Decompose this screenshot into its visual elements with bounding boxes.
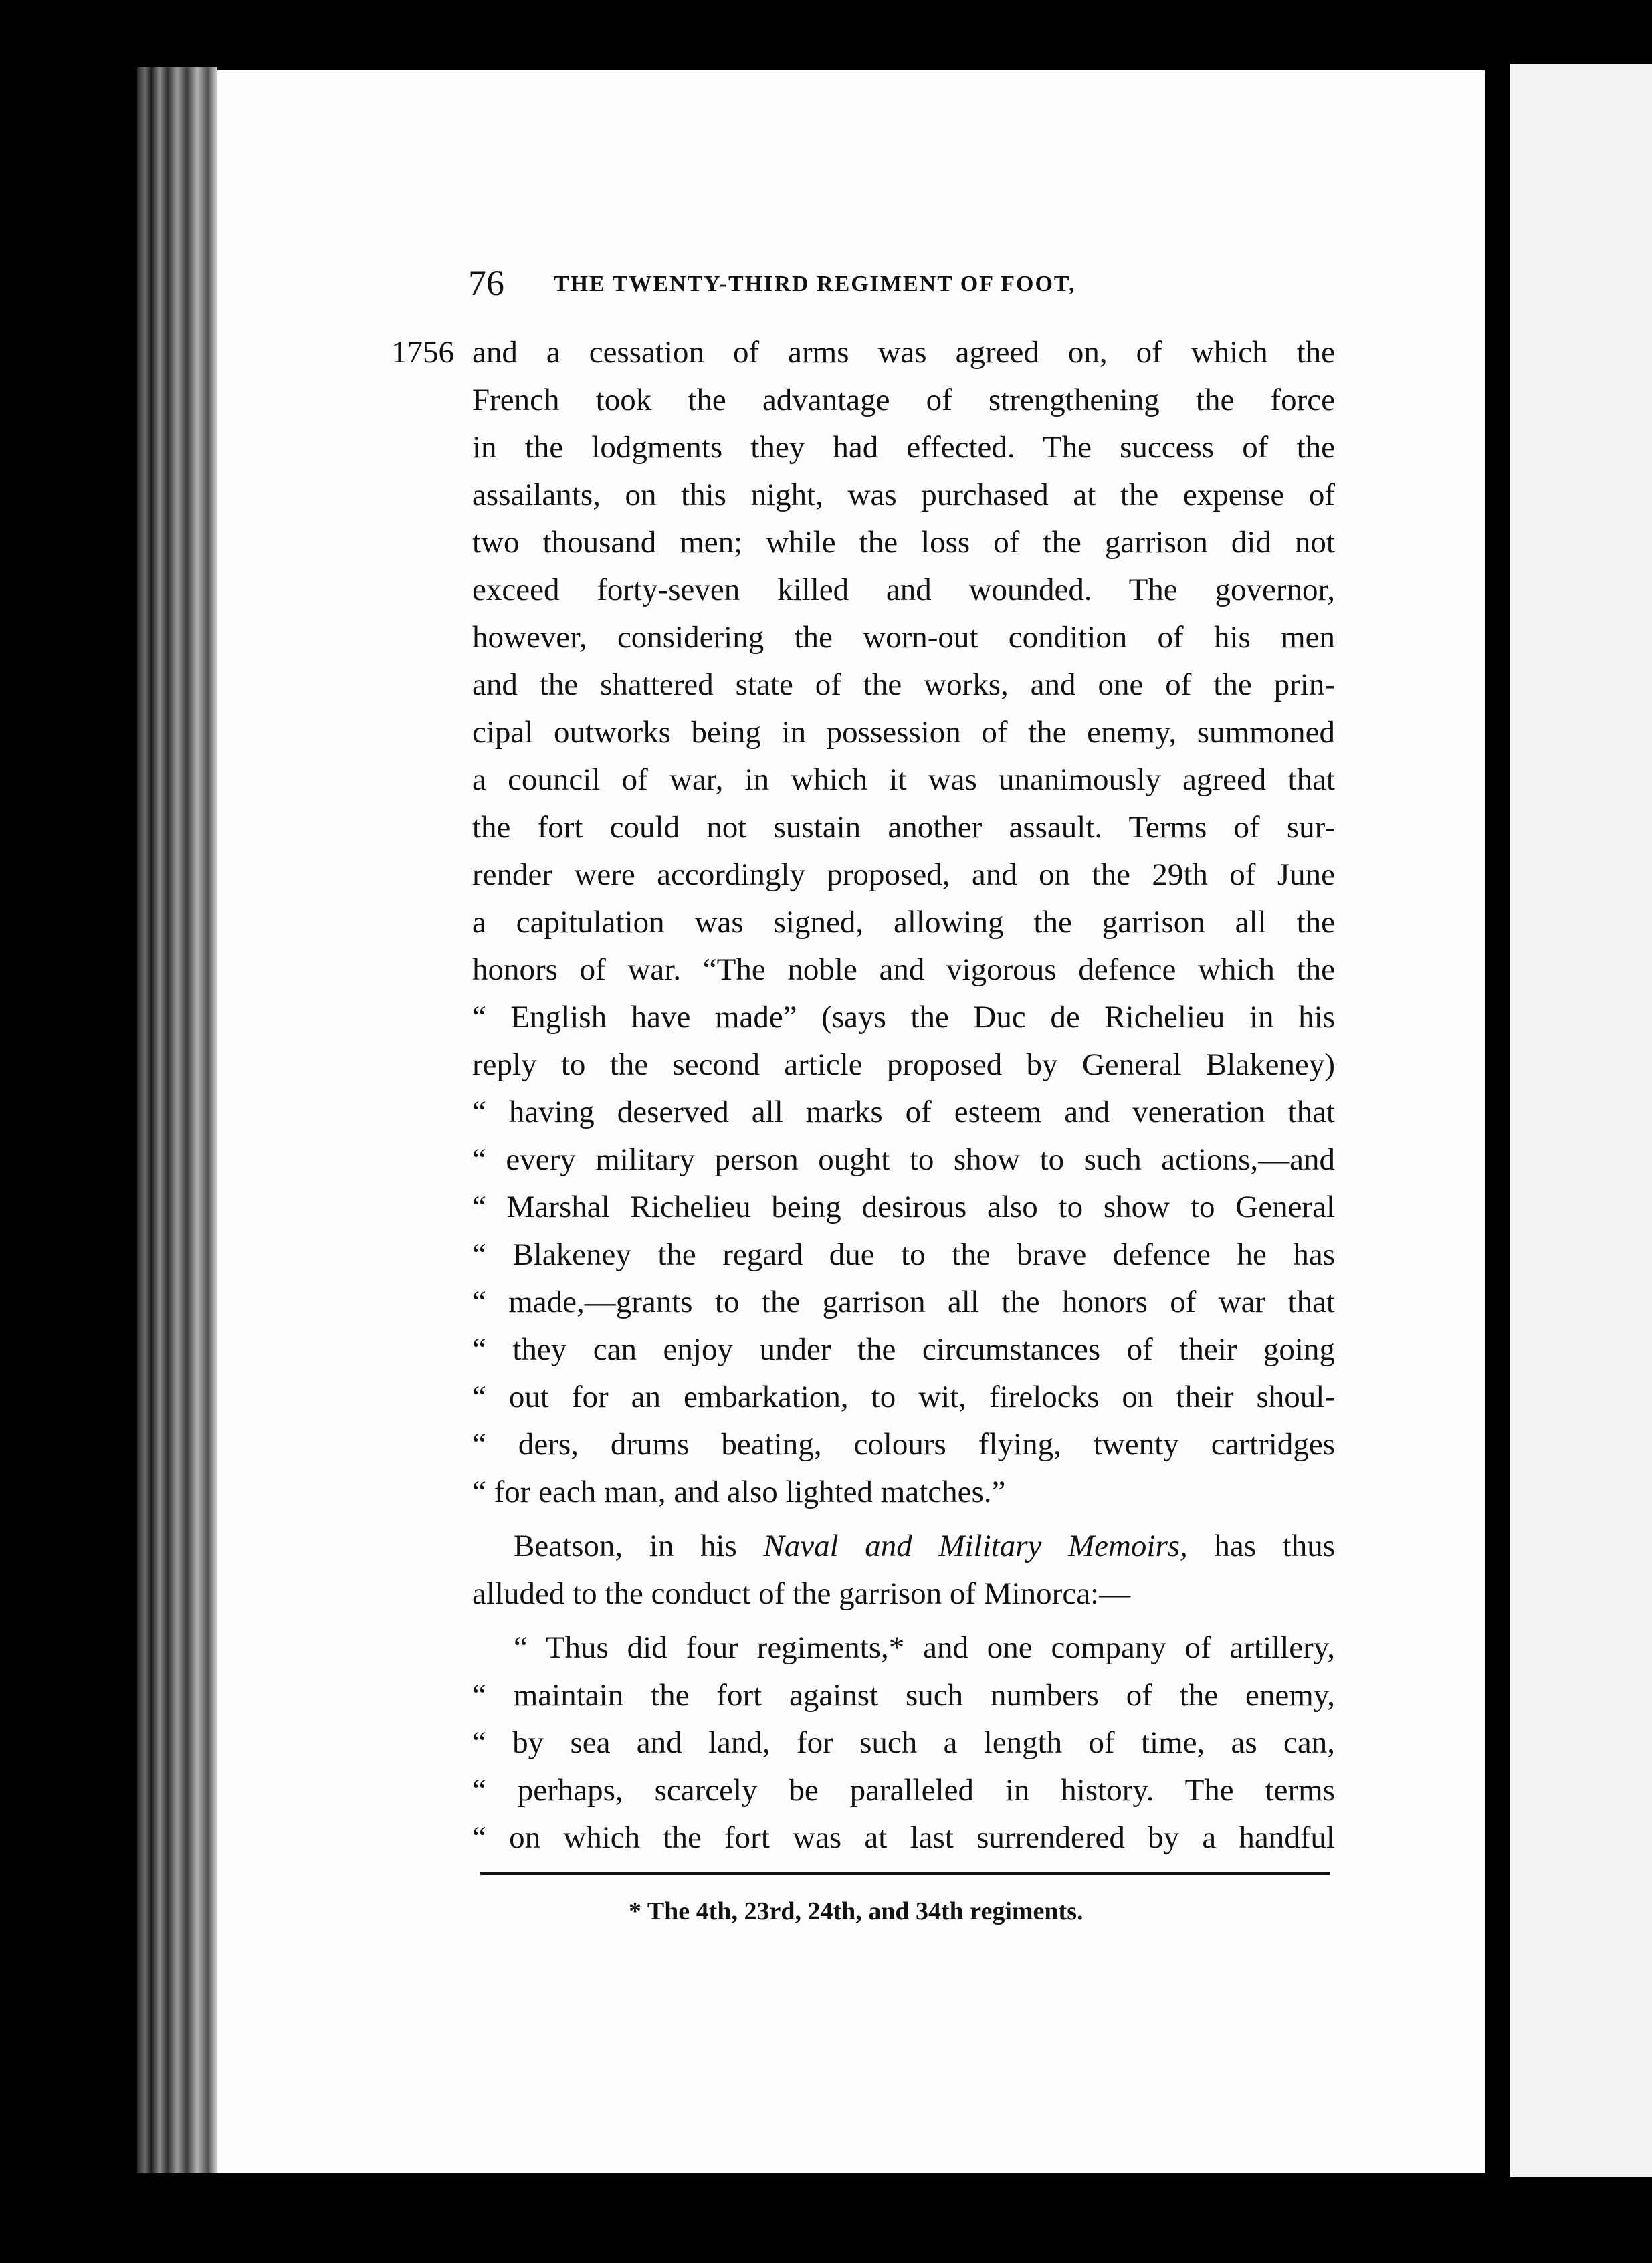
text-line-with-title [472, 1523, 1335, 1570]
text-line: and the shattered state of the works, and one of the prin- [472, 667, 1335, 702]
text-line: assailants, on this night, was purchased at the expense of [472, 477, 1335, 512]
text-line: exceed forty-seven killed and wounded. The governor, [472, 572, 1335, 607]
text-line: cipal outworks being in possession of the enemy, summoned [472, 715, 1335, 750]
page-header [468, 263, 1331, 303]
footnote: * The 4th, 23rd, 24th, and 34th regiments. [629, 1897, 1083, 1925]
text-line: “ having deserved all marks of esteem and veneration that [472, 1095, 1335, 1129]
text-line: French took the advantage of strengthening the force [472, 383, 1335, 417]
paragraph-gap [472, 1516, 1335, 1523]
text-line: “ every military person ought to show to such actions,—and [472, 1142, 1335, 1177]
text-line: and a cessation of arms was agreed on, of which the [472, 335, 1335, 370]
text-line: reply to the second article proposed by General Blakeney) [472, 1047, 1335, 1082]
text-line: “ Thus did four regiments,* and one company of artillery, [514, 1630, 1335, 1665]
text-segment: Beatson, in his [514, 1529, 764, 1564]
facing-page-edge [1510, 64, 1652, 2177]
paragraph-gap [472, 1618, 1335, 1624]
text-line: two thousand men; while the loss of the garrison did not [472, 525, 1335, 560]
text-line: in the lodgments they had effected. The success of the [472, 430, 1335, 465]
text-line: “ perhaps, scarcely be paralleled in history. The terms [472, 1773, 1335, 1808]
text-line: “ out for an embarkation, to wit, firelocks on their shoul- [472, 1380, 1335, 1414]
text-line: “ by sea and land, for such a length of time, as can, [472, 1725, 1335, 1760]
text-line: “ for each man, and also lighted matches.” [472, 1475, 1006, 1509]
text-line: “ Marshal Richelieu being desirous also to show to General [472, 1190, 1335, 1224]
text-line: however, considering the worn-out condition of his men [472, 620, 1335, 655]
text-line: “ on which the fort was at last surrendered by a handful [472, 1820, 1335, 1855]
text-line: “ they can enjoy under the circumstances of their going [472, 1332, 1335, 1367]
page-number: 76 [468, 263, 504, 303]
book-page-edges [137, 67, 217, 2173]
text-line: “ Blakeney the regard due to the brave defence he has [472, 1237, 1335, 1272]
text-line: “ maintain the fort against such numbers of the enemy, [472, 1678, 1335, 1713]
page-body-text [472, 329, 1335, 1862]
text-line: a capitulation was signed, allowing the garrison all the [472, 905, 1335, 940]
margin-year: 1756 [391, 335, 454, 370]
text-line: “ English have made” (says the Duc de Richelieu in his [472, 1000, 1335, 1035]
footnote-divider [480, 1872, 1330, 1875]
text-segment: has thus [1187, 1529, 1336, 1564]
book-title: Naval and Military Memoirs, [763, 1529, 1188, 1564]
text-line: “ made,—grants to the garrison all the honors of war that [472, 1285, 1335, 1319]
text-line: “ ders, drums beating, colours flying, twenty cartridges [472, 1427, 1335, 1462]
text-line: the fort could not sustain another assault. Terms of sur- [472, 810, 1335, 845]
text-line: alluded to the conduct of the garrison of Minorca:— [472, 1576, 1131, 1611]
text-line: a council of war, in which it was unanimously agreed that [472, 762, 1335, 797]
text-line: honors of war. “The noble and vigorous defence which the [472, 952, 1335, 987]
text-line: render were accordingly proposed, and on the 29th of June [472, 857, 1335, 892]
running-head: THE TWENTY-THIRD REGIMENT OF FOOT, [554, 272, 1076, 296]
